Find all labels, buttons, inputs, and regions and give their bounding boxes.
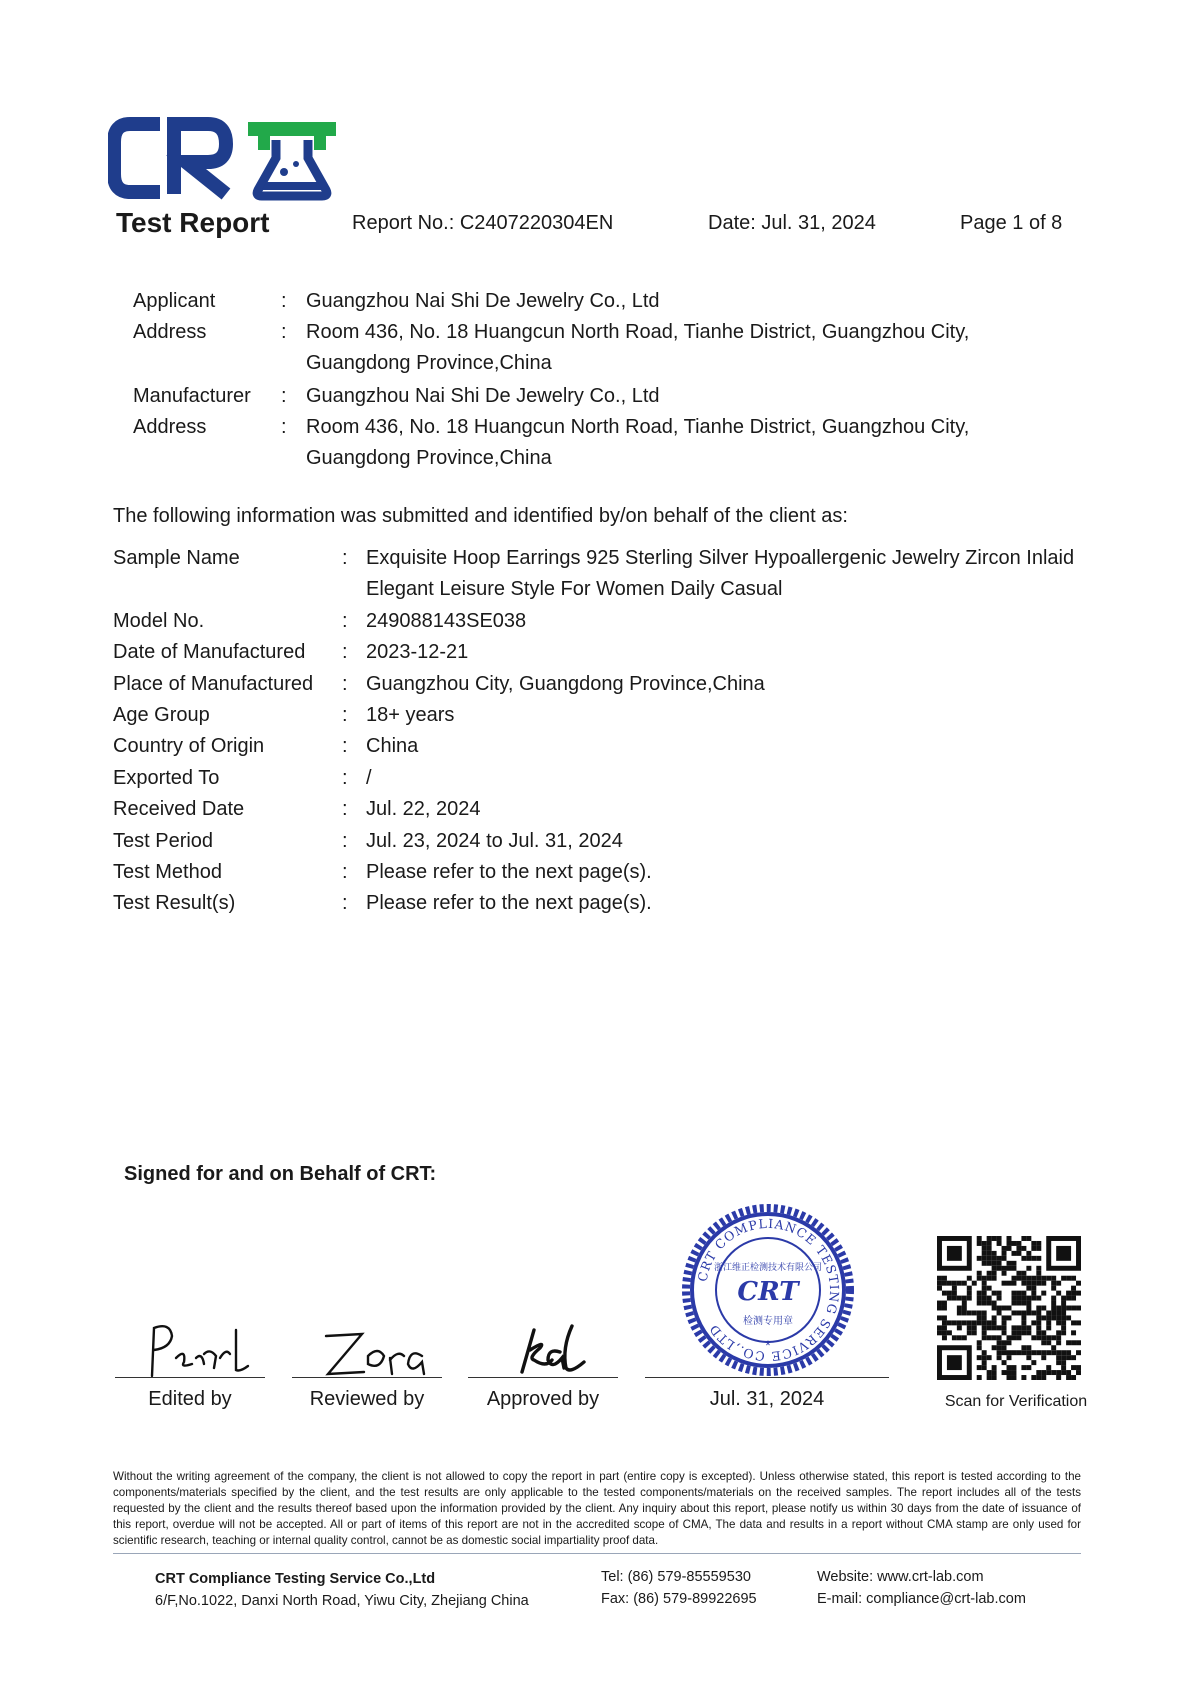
colon: : xyxy=(281,416,287,438)
reviewed-by-label: Reviewed by xyxy=(309,1388,425,1410)
scan-for-verification-label: Scan for Verification xyxy=(944,1393,1088,1410)
colon: : xyxy=(342,767,348,789)
colon: : xyxy=(342,704,348,726)
intro-text: The following information was submitted and identified by/on behalf of the client as: xyxy=(113,505,848,527)
info-value: Exquisite Hoop Earrings 925 Sterling Silver Hypoallergenic Jewelry Zircon Inlaid xyxy=(366,547,1075,569)
party-label: Manufacturer xyxy=(133,385,251,407)
footer-tel: Tel: (86) 579-85559530 xyxy=(601,1569,751,1585)
colon: : xyxy=(342,830,348,852)
svg-text:浙江维正检测技术有限公司: 浙江维正检测技术有限公司 xyxy=(713,1263,823,1273)
colon: : xyxy=(342,861,348,883)
info-label: Place of Manufactured xyxy=(113,673,314,695)
info-label: Exported To xyxy=(113,767,220,789)
info-label: Test Result(s) xyxy=(113,892,236,914)
colon: : xyxy=(342,798,348,820)
page-indicator: Page 1 of 8 xyxy=(960,212,1063,234)
svg-text:*: * xyxy=(765,1337,771,1353)
approved-by-label: Approved by xyxy=(486,1388,600,1410)
signature-reviewed-image xyxy=(318,1324,428,1380)
party-value: Guangzhou Nai Shi De Jewelry Co., Ltd xyxy=(306,385,660,407)
info-label: Model No. xyxy=(113,610,205,632)
signature-line-reviewed xyxy=(292,1377,442,1378)
signature-edited-image xyxy=(140,1318,260,1380)
info-value: Please refer to the next page(s). xyxy=(366,861,652,883)
colon: : xyxy=(342,547,348,569)
signature-date-label: Jul. 31, 2024 xyxy=(709,1388,825,1410)
info-value-line2: Elegant Leisure Style For Women Daily Casual xyxy=(366,578,783,600)
info-label: Test Method xyxy=(113,861,222,883)
info-value: / xyxy=(366,767,372,789)
info-value: Please refer to the next page(s). xyxy=(366,892,652,914)
footer-website[interactable]: Website: www.crt-lab.com xyxy=(817,1569,984,1585)
report-title: Test Report xyxy=(116,207,270,238)
svg-text:CRT: CRT xyxy=(737,1277,799,1307)
edited-by-label: Edited by xyxy=(148,1388,232,1410)
info-value: 18+ years xyxy=(366,704,455,726)
signed-heading: Signed for and on Behalf of CRT: xyxy=(124,1163,437,1185)
colon: : xyxy=(281,385,287,407)
info-value: 2023-12-21 xyxy=(366,641,469,663)
report-number: Report No.: C2407220304EN xyxy=(352,212,614,234)
info-label: Age Group xyxy=(113,704,210,726)
colon: : xyxy=(342,735,348,757)
party-label: Applicant xyxy=(133,290,216,312)
signature-line-edited xyxy=(115,1377,265,1378)
footer-address: 6/F,No.1022, Danxi North Road, Yiwu City, Zhejiang China xyxy=(155,1593,529,1609)
party-value: Room 436, No. 18 Huangcun North Road, Tianhe District, Guangzhou City, xyxy=(306,416,970,438)
disclaimer-text: Without the writing agreement of the company, the client is not allowed to copy the report in part (entire copy is excepted). Unless otherwise stated, this report is tested according to the components/materials specified by the client, and the test results are only applicable to the tested components/materials on the received samples. The report includes all of the tests requested by the client and the results thereof based upon the information provided by the client. Any inquiry about this report, please notify us within 30 days from the date of issuance of this report, overdue will not be accepted. All or part of items of this report are not in the accredited scope of CMA, The data and results in a report without CMA stamp are only used for scientific research, teaching or internal quality control, cannot be as domestic social impartiality proof data. xyxy=(113,1470,1081,1547)
signature-line-approved xyxy=(468,1377,618,1378)
party-value: Guangzhou Nai Shi De Jewelry Co., Ltd xyxy=(306,290,660,312)
colon: : xyxy=(342,610,348,632)
info-value: 249088143SE038 xyxy=(366,610,527,632)
colon: : xyxy=(281,290,287,312)
party-label: Address xyxy=(133,321,207,343)
info-label: Date of Manufactured xyxy=(113,641,306,663)
info-label: Country of Origin xyxy=(113,735,265,757)
signature-approved-image xyxy=(500,1318,590,1378)
party-value-line2: Guangdong Province,China xyxy=(306,447,552,469)
svg-text:检测专用章: 检测专用章 xyxy=(743,1316,793,1327)
report-date: Date: Jul. 31, 2024 xyxy=(708,212,876,234)
party-value-line2: Guangdong Province,China xyxy=(306,352,552,374)
info-label: Sample Name xyxy=(113,547,240,569)
colon: : xyxy=(342,673,348,695)
colon: : xyxy=(281,321,287,343)
party-label: Address xyxy=(133,416,207,438)
info-value: Guangzhou City, Guangdong Province,China xyxy=(366,673,765,695)
info-label: Test Period xyxy=(113,830,214,852)
svg-text:CRT COMPLIANCE TESTING SERVICE: CRT COMPLIANCE TESTING SERVICE CO.,LTD xyxy=(694,1215,843,1365)
info-value: Jul. 23, 2024 to Jul. 31, 2024 xyxy=(366,830,623,852)
crt-logo xyxy=(108,112,338,202)
colon: : xyxy=(342,641,348,663)
info-value: China xyxy=(366,735,419,757)
footer-email[interactable]: E-mail: compliance@crt-lab.com xyxy=(817,1591,1026,1607)
colon: : xyxy=(342,892,348,914)
footer-divider xyxy=(113,1553,1081,1554)
footer-fax: Fax: (86) 579-89922695 xyxy=(601,1591,757,1607)
info-value: Jul. 22, 2024 xyxy=(366,798,481,820)
verification-qr-code[interactable] xyxy=(936,1236,1082,1380)
company-stamp-seal xyxy=(678,1200,858,1380)
party-value: Room 436, No. 18 Huangcun North Road, Tianhe District, Guangzhou City, xyxy=(306,321,970,343)
info-label: Received Date xyxy=(113,798,245,820)
footer-company: CRT Compliance Testing Service Co.,Ltd xyxy=(155,1571,436,1587)
